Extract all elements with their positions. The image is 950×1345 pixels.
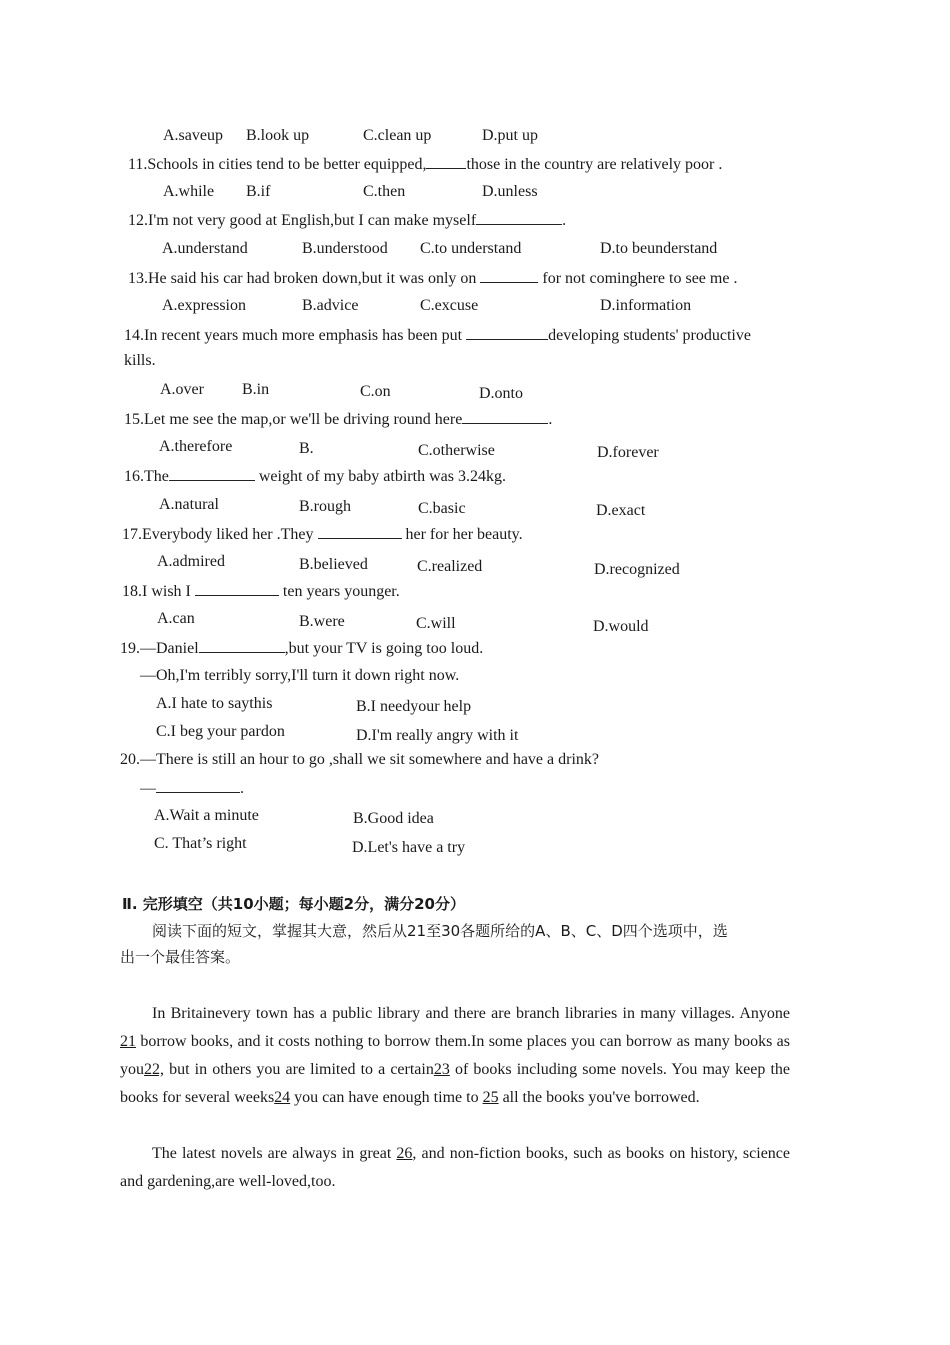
passage-text: In Britainevery town has a public library and there are branch libraries in many villages. Anyone	[152, 1005, 790, 1022]
blank-21[interactable]: 21	[120, 1033, 136, 1050]
q20-dash: —	[140, 780, 156, 797]
q20-dot: .	[240, 780, 244, 797]
q17-option-d[interactable]: D.recognized	[594, 561, 680, 578]
q18-option-b[interactable]: B.were	[299, 613, 345, 630]
q18-text-post: ten years younger.	[282, 583, 400, 600]
q13-text-post: for not cominghere to see me .	[542, 270, 738, 287]
q18-stem	[122, 581, 400, 602]
q13-text-pre: 13.He said his car had broken down,but it was only on	[128, 270, 477, 287]
q11-stem	[128, 154, 722, 175]
q12-option-b[interactable]: B.understood	[302, 240, 388, 257]
q13-option-b[interactable]: B.advice	[302, 297, 359, 314]
q20-option-c[interactable]: C. That’s right	[154, 835, 247, 852]
q12-blank[interactable]	[476, 210, 562, 225]
passage-paragraph-2	[120, 1140, 790, 1196]
q20-blank[interactable]	[156, 778, 240, 793]
q16-option-b[interactable]: B.rough	[299, 498, 351, 515]
blank-26[interactable]: 26	[396, 1145, 413, 1162]
q18-option-c[interactable]: C.will	[416, 615, 456, 632]
q14-blank[interactable]	[466, 325, 548, 340]
q20-stem: 20.—There is still an hour to go ,shall we sit somewhere and have a drink?	[120, 751, 599, 768]
q17-option-b[interactable]: B.believed	[299, 556, 368, 573]
q10-option-d[interactable]: D.put up	[482, 127, 538, 144]
q11-option-c[interactable]: C.then	[363, 183, 406, 200]
passage-text: all the books you've borrowed.	[498, 1089, 700, 1106]
q15-stem	[124, 409, 552, 430]
q19-blank[interactable]	[199, 638, 285, 653]
passage-text: you can have enough time to	[290, 1089, 483, 1106]
q12-option-a[interactable]: A.understand	[162, 240, 248, 257]
passage-text: of books including some novels. You may keep the books for several weeks	[120, 1061, 790, 1106]
passage-paragraph-1	[120, 1000, 790, 1112]
section-2-title: Ⅱ. 完形填空（共10小题；每小题2分，满分20分）	[122, 895, 465, 913]
q11-option-b[interactable]: B.if	[246, 183, 271, 200]
q13-option-a[interactable]: A.expression	[162, 297, 246, 314]
q16-stem	[124, 466, 506, 487]
q12-stem	[128, 210, 566, 231]
q14-text-post: developing students' productive	[548, 327, 751, 344]
q18-option-a[interactable]: A.can	[157, 610, 195, 627]
q19-text-post: ,but your TV is going too loud.	[284, 640, 484, 657]
q12-text-post: .	[562, 212, 567, 229]
q13-blank[interactable]	[480, 268, 538, 283]
q14-text-pre: 14.In recent years much more emphasis has been put	[124, 327, 463, 344]
q16-option-a[interactable]: A.natural	[159, 496, 219, 513]
q10-option-a[interactable]: A.saveup	[163, 127, 223, 144]
q12-option-c[interactable]: C.to understand	[420, 240, 522, 257]
q20-answer-line	[140, 778, 244, 799]
q10-option-c[interactable]: C.clean up	[363, 127, 432, 144]
passage-text: The latest novels are always in great	[152, 1145, 397, 1162]
q18-text-pre: 18.I wish I	[122, 583, 191, 600]
q15-option-a[interactable]: A.therefore	[159, 438, 233, 455]
q20-option-a[interactable]: A.Wait a minute	[154, 807, 259, 824]
q13-stem	[128, 268, 737, 289]
q17-text-post: her for her beauty.	[405, 526, 523, 543]
q19-option-a[interactable]: A.I hate to saythis	[156, 695, 273, 712]
q20-option-b[interactable]: B.Good idea	[353, 810, 434, 827]
q15-blank[interactable]	[462, 409, 548, 424]
q15-option-c[interactable]: C.otherwise	[418, 442, 495, 459]
q15-option-d[interactable]: D.forever	[597, 444, 659, 461]
q19-reply: —Oh,I'm terribly sorry,I'll turn it down right now.	[140, 667, 460, 684]
q11-text-post: those in the country are relatively poor .	[466, 156, 723, 173]
q19-option-b[interactable]: B.I needyour help	[356, 698, 472, 715]
q12-text-pre: 12.I'm not very good at English,but I can make myself	[128, 212, 477, 229]
blank-25[interactable]: 25	[482, 1089, 499, 1106]
q11-option-d[interactable]: D.unless	[482, 183, 538, 200]
q11-blank[interactable]	[426, 154, 466, 169]
q14-option-a[interactable]: A.over	[160, 381, 204, 398]
q11-option-a[interactable]: A.while	[163, 183, 215, 200]
q17-stem	[122, 524, 523, 545]
q17-text-pre: 17.Everybody liked her .They	[122, 526, 314, 543]
section-2-instruction-line2: 出一个最佳答案。	[120, 948, 241, 966]
q14-stem	[124, 325, 751, 346]
q19-option-c[interactable]: C.I beg your pardon	[156, 723, 285, 740]
blank-23[interactable]: 23	[433, 1061, 450, 1078]
q16-text-pre: 16.The	[124, 468, 169, 485]
passage-text: , and non-fiction books, such as books on history, science and gardening,are well-loved,too.	[120, 1145, 791, 1190]
q16-blank[interactable]	[169, 466, 255, 481]
q19-text-pre: 19.—Daniel	[120, 640, 199, 657]
passage-text: but in others you are limited to a certain	[164, 1061, 434, 1078]
q14-option-c[interactable]: C.on	[360, 383, 391, 400]
q17-option-a[interactable]: A.admired	[157, 553, 225, 570]
q14-stem-continued: kills.	[124, 352, 156, 369]
q17-blank[interactable]	[318, 524, 402, 539]
q10-option-b[interactable]: B.look up	[246, 127, 310, 144]
q13-option-d[interactable]: D.information	[600, 297, 692, 314]
q19-stem	[120, 638, 483, 659]
q18-blank[interactable]	[195, 581, 279, 596]
q16-option-c[interactable]: C.basic	[418, 500, 466, 517]
q15-option-b[interactable]: B.	[299, 440, 314, 457]
q13-option-c[interactable]: C.excuse	[420, 297, 479, 314]
passage-text: borrow books, and it costs nothing to borrow them.In some places you can borrow as many books as you	[120, 1033, 790, 1078]
section-2-instruction-line1: 阅读下面的短文，掌握其大意，然后从21至30各题所给的A、B、C、D四个选项中，选	[152, 922, 728, 940]
q12-option-d[interactable]: D.to beunderstand	[600, 240, 718, 257]
q14-option-d[interactable]: D.onto	[479, 385, 523, 402]
q16-option-d[interactable]: D.exact	[596, 502, 646, 519]
q18-option-d[interactable]: D.would	[593, 618, 649, 635]
q17-option-c[interactable]: C.realized	[417, 558, 483, 575]
blank-22[interactable]: 22,	[144, 1061, 164, 1078]
q19-option-d[interactable]: D.I'm really angry with it	[356, 727, 519, 744]
q14-option-b[interactable]: B.in	[242, 381, 270, 398]
q20-option-d[interactable]: D.Let's have a try	[352, 839, 466, 856]
q15-text-post: .	[548, 411, 553, 428]
q15-text-pre: 15.Let me see the map,or we'll be driving round here	[124, 411, 463, 428]
blank-24[interactable]: 24	[274, 1089, 291, 1106]
q11-text-pre: 11.Schools in cities tend to be better equipped,	[128, 156, 427, 173]
q16-text-post: weight of my baby atbirth was 3.24kg.	[258, 468, 506, 485]
